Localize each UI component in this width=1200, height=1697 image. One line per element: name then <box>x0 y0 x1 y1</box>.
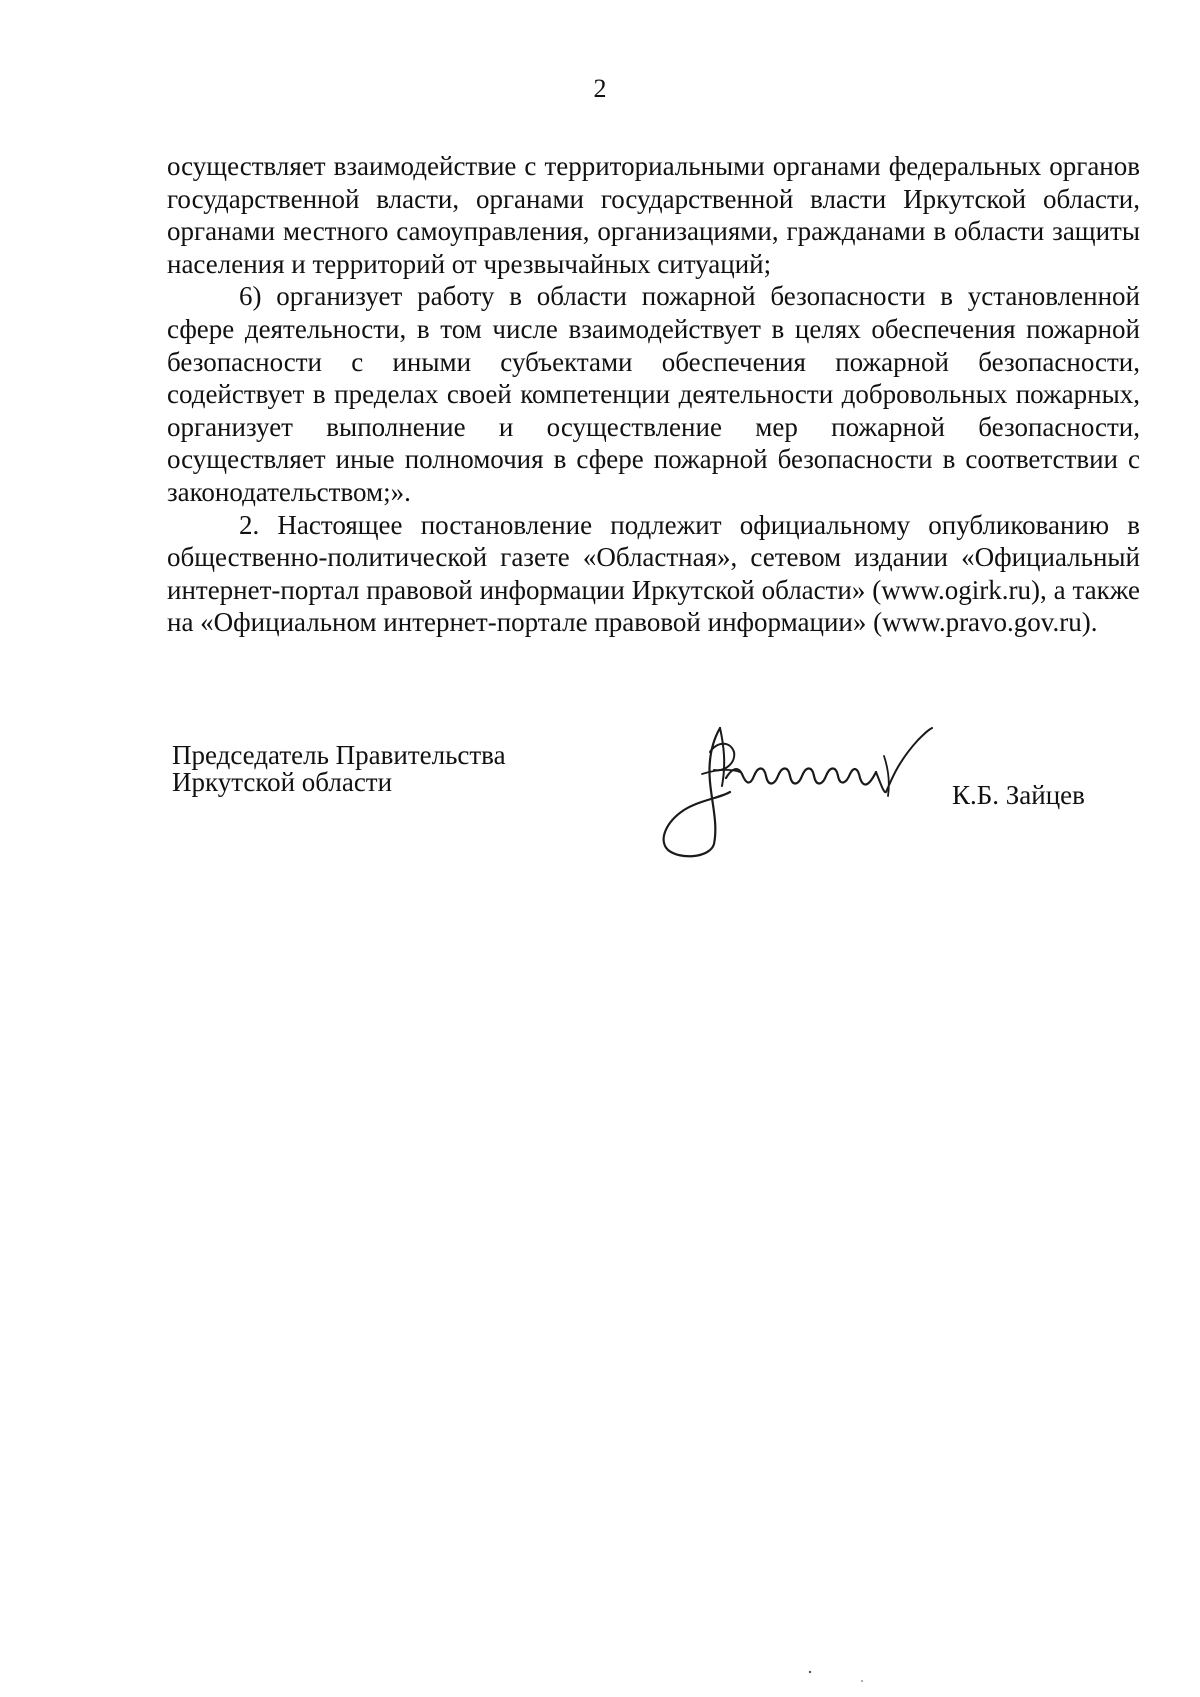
signatory-title-line1: Председатель Правительства <box>172 740 506 770</box>
page-number: 2 <box>593 74 607 103</box>
paragraph-publication: 2. Настоящее постановление подлежит официальному опубликованию в общественно-политической газете «Областная», сетевом издании «Официальный интернет-портал правовой информации Иркутской области» (www.ogirk.ru), а также на «Официальном интернет-портале правовой информации» (www.pravo.gov.ru). <box>167 509 1140 638</box>
signatory-title-line2: Иркутской области <box>172 767 393 797</box>
paragraph-interaction: осуществляет взаимодействие с территориальными органами федеральных органов государственной власти, органами государственной власти Иркутской области, органами местного самоуправления, организациями, гражданами в области защиты населения и территорий от чрезвычайных ситуаций; <box>167 151 1140 279</box>
paragraph-fire-safety: 6) организует работу в области пожарной безопасности в установленной сфере деятельности, в том числе взаимодействует в целях обеспечения пожарной безопасности с иными субъектами обеспечения пожарной безопасности, содействует в пределах своей компетенции деятельности добровольных пожарных, организует выполнение и осуществление мер пожарной безопасности, осуществляет иные полномочия в сфере пожарной безопасности в соответствии с законодательством;». <box>167 281 1140 507</box>
signatory-name: К.Б. Зайцев <box>952 780 1085 810</box>
